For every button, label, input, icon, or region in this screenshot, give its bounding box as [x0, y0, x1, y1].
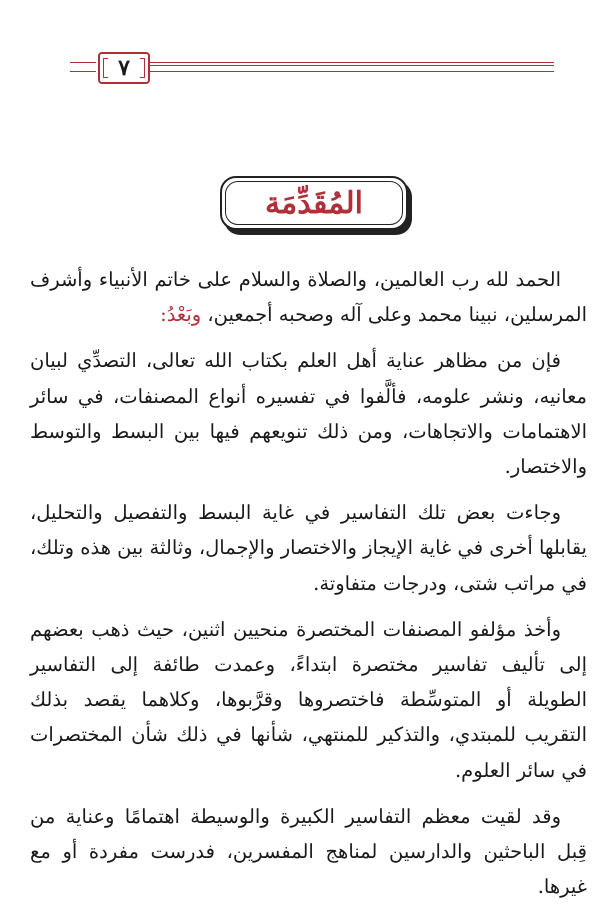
paragraph-1: فإن من مظاهر عناية أهل العلم بكتاب الله تعالى، التصدِّي لبيان معانيه، ونشر علومه، فألَّفوا في تفسيره أنواع المصنفات، في سائر الاهتمامات والاتجاهات، ومن ذلك تنويعهم فيها بين البسط والتوسط والاختصار. — [30, 349, 587, 479]
paragraph-4: وقد لقيت معظم التفاسير الكبيرة والوسيطة اهتمامًا وعناية من قِبل الباحثين والدارسين لمناهج المفسرين، فدرست مفردة أو مع غيرها. — [30, 804, 587, 899]
intro-accent: وبَعْدُ: — [160, 303, 202, 327]
paragraph-2: وجاءت بعض تلك التفاسير في غاية البسط والتفصيل والتحليل، يقابلها أخرى في غاية الإيجاز والاختصار والإجمال، وثالثة بين هذه وتلك، في مراتب شتى، ودرجات متفاوتة. — [30, 501, 587, 595]
page-number: ٧ — [118, 55, 130, 81]
chapter-title: المُقَدِّمَة — [265, 185, 363, 221]
page-header — [70, 52, 554, 82]
header-rule-left — [70, 62, 96, 72]
paragraph-3: وأخذ مؤلفو المصنفات المختصرة منحيين اثنين، حيث ذهب بعضهم إلى تأليف تفاسير مختصرة ابتداءً، وعمدت طائفة إلى التفاسير الطويلة أو المتوسِّطة فاختصروها وقرَّبوها، وكلاهما يقصد بذلك التقريب للمبتدي، والتذكير للمنتهي، شأنها في ذلك شأن المختصرات في سائر العلوم. — [30, 617, 587, 782]
intro-paragraph — [30, 262, 587, 332]
page-number-box — [98, 52, 150, 84]
intro-text: الحمد لله رب العالمين، والصلاة والسلام على خاتم الأنبياء وأشرف المرسلين، نبينا محمد وعلى آله وصحبه أجمعين، — [30, 268, 587, 327]
chapter-title-frame — [220, 176, 408, 230]
body-text — [30, 262, 587, 915]
header-rule-right — [150, 62, 554, 72]
